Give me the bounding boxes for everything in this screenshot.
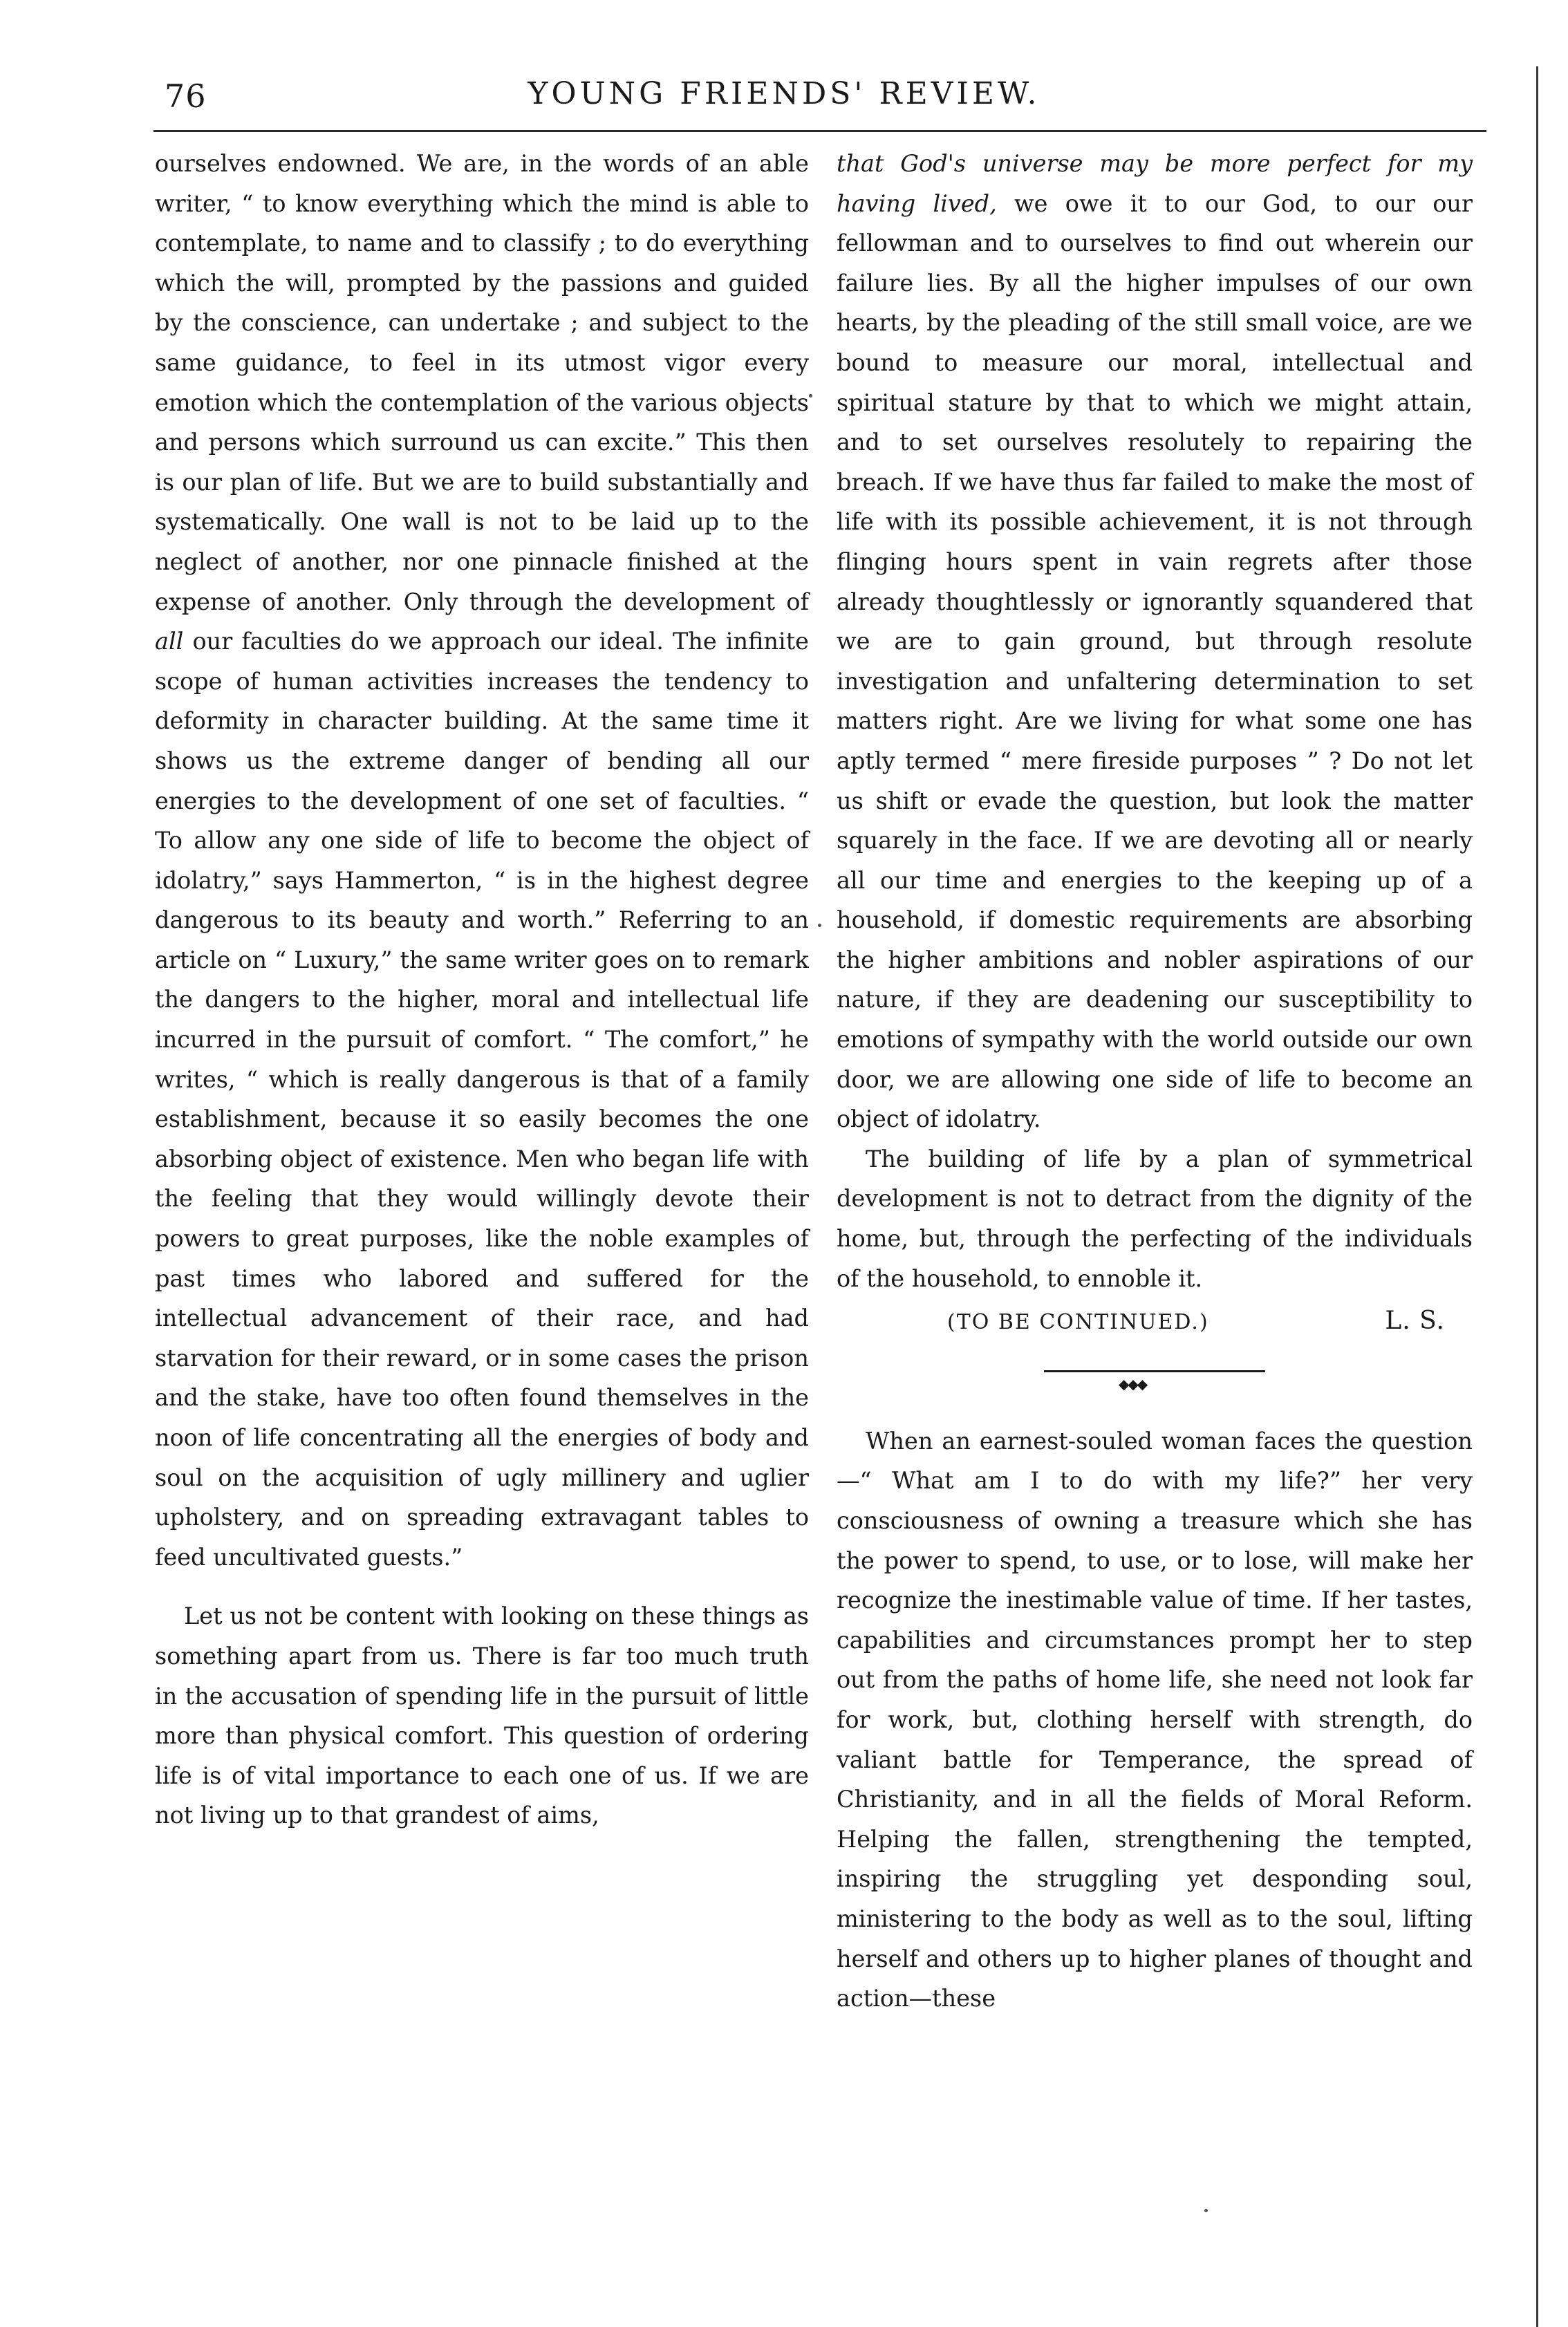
left-paragraph-1 [155, 144, 809, 1577]
right-paragraph-2: The building of life by a plan of symmetrical development is not to detract from the dignity of the home, but, through the perfecting of the individuals of the household, to ennoble it. [837, 1145, 1473, 1292]
right-margin-rule [1536, 66, 1538, 2327]
left-paragraph-1-italic: all [155, 628, 184, 655]
continued-line [837, 1301, 1473, 1343]
right-column [837, 144, 1473, 2019]
left-paragraph-2: Let us not be content with looking on these things as something apart from us. There is far too much truth in the accusation of spending life in the pursuit of little more than physical comfort. This question of ordering life is of vital importance to each one of us. If we are not living up to that grandest of aims, [155, 1602, 809, 1829]
section-ornament [837, 1349, 1473, 1394]
right-paragraph-3: When an earnest-souled woman faces the question—“ What am I to do with my life?” her very consciousness of owning a treasure which she has the power to spend, to use, or to lose, will make her recognize the inestimable value of time. If her tastes, capabilities and circumstances prompt her to step out from the paths of home life, she need not look far for work, but, clothing herself with strength, do valiant battle for Temperance, the spread of Christianity, and in all the fields of Moral Reform. Helping the fallen, strengthening the tempted, inspiring the struggling yet desponding soul, ministering to the body as well as to the soul, lifting herself and others up to higher planes of thought and action—these [837, 1427, 1473, 2012]
right-paragraph-1 [837, 144, 1473, 1139]
ornament-diamonds-icon: ◆◆◆ [1119, 1376, 1147, 1393]
header-rule [153, 130, 1486, 132]
running-head: YOUNG FRIENDS' REVIEW. [528, 76, 1040, 111]
margin-speck [809, 394, 812, 398]
margin-speck [818, 924, 821, 927]
ornament-rule [1044, 1370, 1265, 1393]
left-paragraph-1-end: our faculties do we approach our ideal. The infinite scope of human activities increases the tendency to deformity in character building. At the same time it shows us the extreme danger of bending all our energies to the development of one set of faculties. “ To allow any one side of life to become the object of idolatry,” says Hammerton, “ is in the highest degree dangerous to its beauty and worth.” Referring to an article on “ Luxury,” the same writer goes on to remark the dangers to the higher, moral and intellectual life incurred in the pursuit of comfort. “ The comfort,” he writes, “ which is really dangerous is that of a family establishment, because it so easily becomes the one absorbing object of existence. Men who began life with the feeling that they would willingly devote their powers to great purposes, like the noble examples of past times who labored and suffered for the intellectual advancement of their race, and had starvation for their reward, or in some cases the prison and the stake, have too often found themselves in the noon of life concentrating all the energies of body and soul on the acquisition of ugly millinery and uglier upholstery, and on spreading extravagant tables to feed uncultivated guests.” [155, 628, 809, 1571]
margin-speck [1204, 2209, 1208, 2212]
left-column [155, 144, 809, 1835]
left-paragraph-1-text: ourselves endowned. We are, in the words of an able writer, “ to know everything which the mind is able to contemplate, to name and to classify ; to do everything which the will, prompted by the passions and guided by the conscience, can undertake ; and subject to the same guidance, to feel in its utmost vigor every emotion which the contemplation of the various objects and persons which surround us can excite.” This then is our plan of life. But we are to build substantially and systematically. One wall is not to be laid up to the neglect of another, nor one pinnacle finished at the expense of another. Only through the development of [155, 150, 809, 615]
page-number: 76 [165, 77, 207, 115]
right-paragraph-1-text: we owe it to our God, to our our fellowman and to ourselves to find out wherein our failure lies. By all the higher impulses of our own hearts, by the pleading of the still small voice, are we bound to measure our moral, intellectual and spiritual stature by that to which we might attain, and to set ourselves resolutely to repairing the breach. If we have thus far failed to make the most of life with its possible achievement, it is not through flinging hours spent in vain regrets after those already thoughtlessly or ignorantly squandered that we are to gain ground, but through resolute investigation and unfaltering determination to set matters right. Are we living for what some one has aptly termed “ mere fireside purposes ” ? Do not let us shift or evade the question, but look the matter squarely in the face. If we are devoting all or nearly all our time and energies to the keeping up of a household, if domestic requirements are absorbing the higher ambitions and nobler aspirations of our nature, if they are deadening our susceptibility to emotions of sympathy with the world outside our own door, we are allowing one side of life to become an object of idolatry. [837, 189, 1473, 1133]
right-paragraph-1-italic: that God's universe may be more perfect for my having lived, [837, 150, 1473, 217]
to-be-continued: (TO BE CONTINUED.) [947, 1310, 1209, 1335]
author-signature: L. S. [1385, 1307, 1445, 1336]
